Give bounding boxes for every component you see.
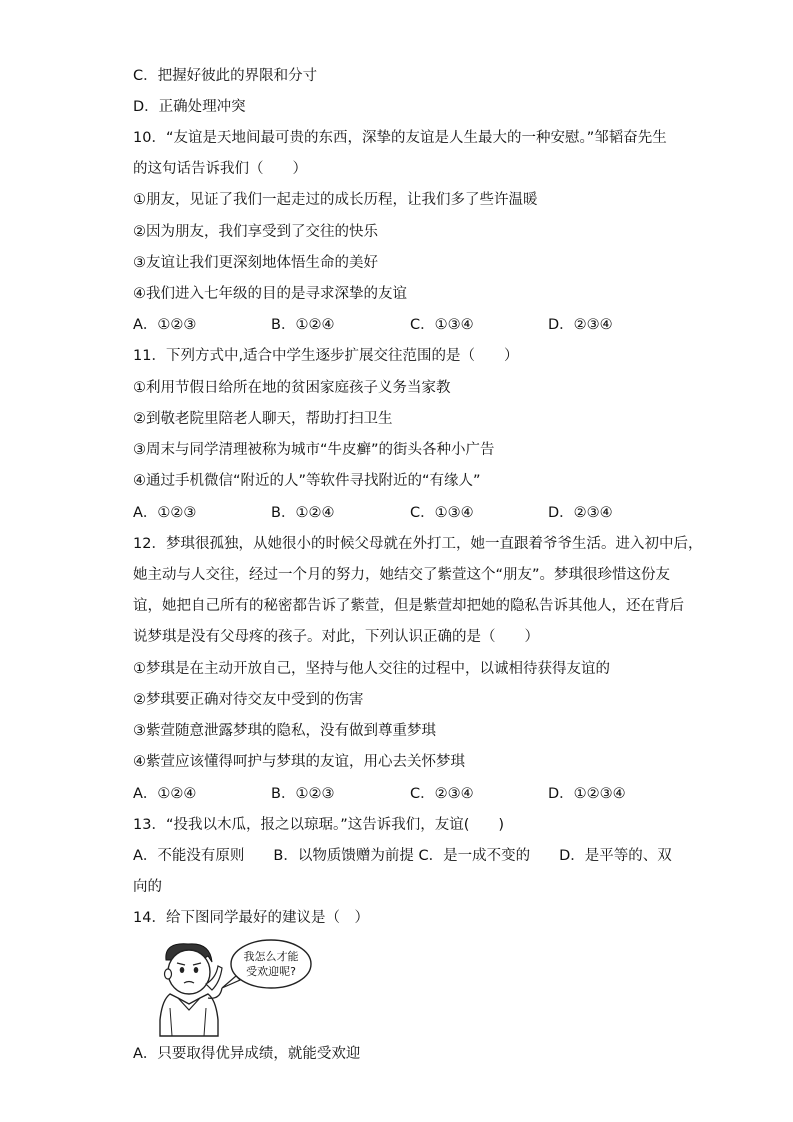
right-eye	[194, 967, 199, 973]
q10-stem-line1: 10．“友谊是天地间最可贵的东西，深挚的友谊是人生最大的一种安慰。”邹韬奋先生	[133, 130, 667, 146]
cartoon-student-icon	[148, 938, 318, 1038]
q12-option-c[interactable]: C．②③④	[410, 786, 474, 802]
q10-option-a[interactable]: A．①②③	[133, 317, 197, 333]
speech-line-1: 我怎么才能	[243, 950, 299, 963]
left-eye	[180, 967, 185, 973]
q12-stem-line4: 说梦琪是没有父母疼的孩子。对此，下列认识正确的是（ ）	[133, 629, 539, 645]
q10-statement-1: ①朋友，见证了我们一起走过的成长历程，让我们多了些许温暖	[133, 192, 538, 208]
q10-option-d[interactable]: D．②③④	[548, 317, 613, 333]
q12-statement-3: ③紫萱随意泄露梦琪的隐私，没有做到尊重梦琪	[133, 723, 436, 739]
q11-statement-2: ②到敬老院里陪老人聊天，帮助打扫卫生	[133, 411, 393, 427]
q12-stem-line1: 12．梦琪很孤独，从她很小的时候父母就在外打工，她一直跟着爷爷生活。进入初中后，	[133, 536, 703, 552]
q10-stem-line2: 的这句话告诉我们（ ）	[133, 161, 307, 177]
q14-stem: 14．给下图同学最好的建议是（ ）	[133, 910, 369, 926]
q12-option-b[interactable]: B．①②③	[271, 786, 335, 802]
q12-option-d[interactable]: D．①②③④	[548, 786, 626, 802]
q11-statement-3: ③周末与同学清理被称为城市“牛皮癣”的街头各种小广告	[133, 442, 495, 458]
q9-option-d: D．正确处理冲突	[133, 99, 246, 115]
q11-option-d[interactable]: D．②③④	[548, 505, 613, 521]
q13-options-line1: A．不能没有原则 B．以物质馈赠为前提 C．是一成不变的 D．是平等的、双	[133, 848, 672, 864]
q12-statement-2: ②梦琪要正确对待交友中受到的伤害	[133, 692, 364, 708]
q10-option-b[interactable]: B．①②④	[271, 317, 335, 333]
q10-option-c[interactable]: C．①③④	[410, 317, 474, 333]
q13-options-line2: 向的	[133, 879, 162, 895]
shirt	[160, 994, 218, 1036]
q12-statement-4: ④紫萱应该懂得呵护与梦琪的友谊，用心去关怀梦琪	[133, 754, 465, 770]
q11-statement-4: ④通过手机微信“附近的人”等软件寻找附近的“有缘人”	[133, 473, 481, 489]
q10-statement-2: ②因为朋友，我们享受到了交往的快乐	[133, 224, 378, 240]
q11-option-a[interactable]: A．①②③	[133, 505, 197, 521]
q12-stem-line3: 谊，她把自己所有的秘密都告诉了紫萱，但是紫萱却把她的隐私告诉其他人，还在背后	[133, 598, 684, 614]
head	[168, 950, 210, 994]
q11-option-b[interactable]: B．①②④	[271, 505, 335, 521]
speech-bubble	[231, 940, 311, 988]
q12-statement-1: ①梦琪是在主动开放自己，坚持与他人交往的过程中，以诚相待获得友谊的	[133, 661, 610, 677]
speech-line-2: 受欢迎呢?	[246, 965, 296, 978]
q9-option-c: C．把握好彼此的界限和分寸	[133, 68, 318, 84]
q12-stem-line2: 她主动与人交往，经过一个月的努力，她结交了紫萱这个“朋友”。梦琪很珍惜这份友	[133, 567, 671, 583]
speech-bubble-tail	[222, 976, 240, 988]
q11-statement-1: ①利用节假日给所在地的贫困家庭孩子义务当家教	[133, 380, 451, 396]
q12-option-a[interactable]: A．①②④	[133, 786, 197, 802]
q10-statement-3: ③友谊让我们更深刻地体悟生命的美好	[133, 255, 378, 271]
q10-statement-4: ④我们进入七年级的目的是寻求深挚的友谊	[133, 286, 407, 302]
q11-stem: 11．下列方式中,适合中学生逐步扩展交往范围的是（ ）	[133, 348, 519, 364]
ear	[165, 969, 172, 979]
q13-stem: 13．“投我以木瓜，报之以琼琚。”这告诉我们，友谊( )	[133, 817, 505, 833]
student-thinking-illustration	[148, 938, 318, 1038]
q11-option-c[interactable]: C．①③④	[410, 505, 474, 521]
q14-option-a: A．只要取得优异成绩，就能受欢迎	[133, 1046, 361, 1062]
